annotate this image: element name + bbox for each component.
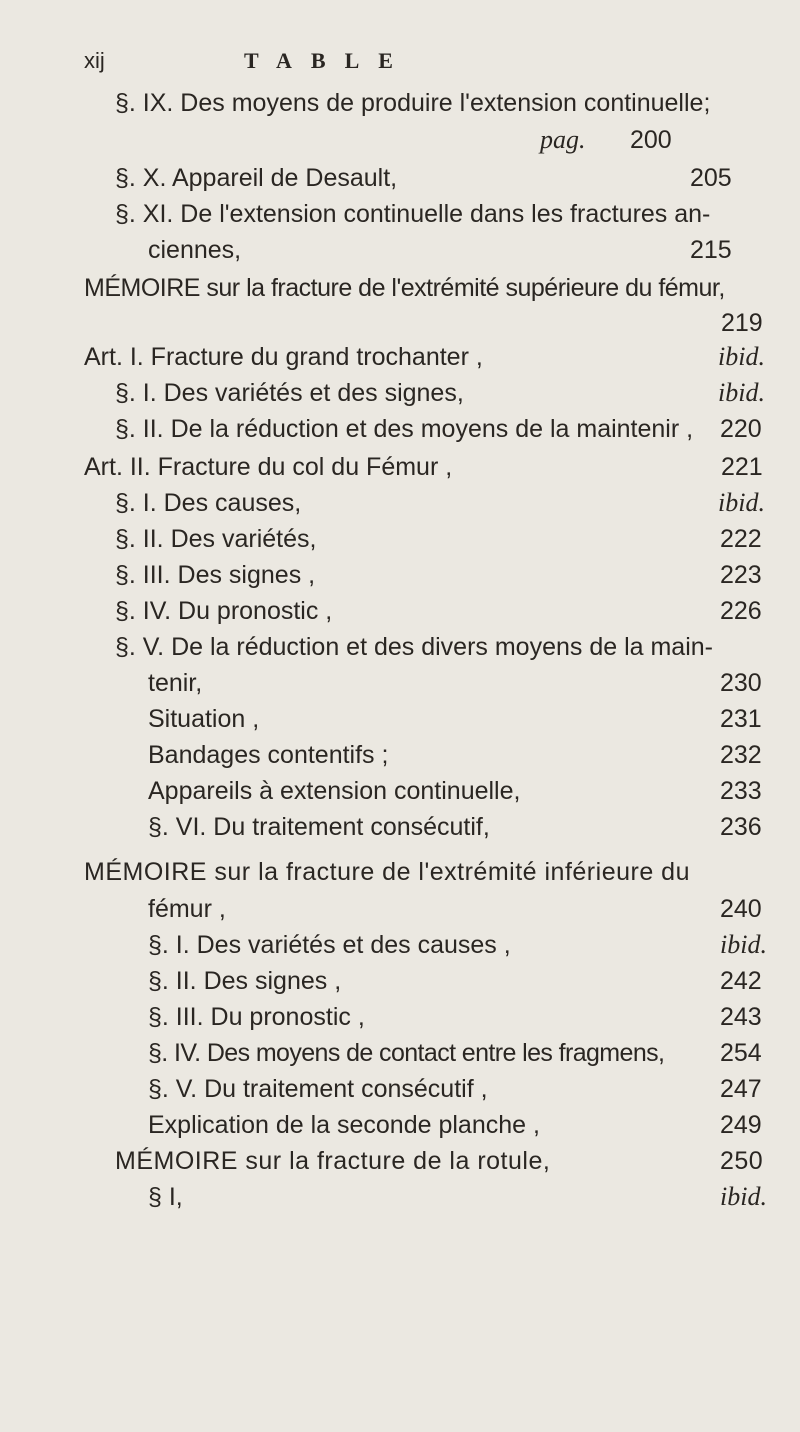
toc-line: § I, ibid. (148, 1182, 767, 1211)
toc-page: 222 (720, 525, 762, 553)
toc-page: 250 (720, 1147, 764, 1175)
toc-page: 232 (720, 741, 762, 769)
toc-page: 254 (720, 1039, 762, 1067)
toc-line: §. II. Des signes , 242 (148, 967, 762, 995)
toc-page: 247 (720, 1075, 762, 1103)
toc-page: 242 (720, 967, 762, 995)
toc-line: §. I. Des variétés et des signes, ibid. (115, 378, 765, 407)
toc-page: ibid. (718, 378, 765, 407)
toc-line: §. VI. Du traitement consécutif, 236 (148, 813, 762, 841)
toc-page: ibid. (718, 488, 765, 517)
toc-line: MÉMOIRE sur la fracture de l'extrémité supérieure du fémur, (84, 274, 725, 302)
page-number: xij (84, 48, 105, 73)
toc-line: Explication de la seconde planche , 249 (148, 1111, 762, 1139)
toc-page: 205 (690, 164, 732, 192)
toc-line: §. V. Du traitement consécutif , 247 (148, 1075, 762, 1103)
toc-line: tenir, 230 (148, 669, 762, 697)
toc-line: Art. I. Fracture du grand trochanter , ibid. (84, 342, 765, 371)
toc-page: 226 (720, 597, 762, 625)
toc-line: §. II. De la réduction et des moyens de la maintenir , 220 (115, 415, 762, 443)
toc-line: §. X. Appareil de Desault, 205 (115, 164, 732, 192)
toc-page: 230 (720, 669, 762, 697)
toc-page: ibid. (720, 1182, 767, 1211)
toc-page: 233 (720, 777, 762, 805)
toc-line: §. I. Des causes, ibid. (115, 488, 765, 517)
toc-line: pag. 200 (540, 125, 672, 154)
toc-line: §. II. Des variétés, 222 (115, 525, 762, 553)
toc-line: Situation , 231 (148, 705, 762, 733)
toc-page: 243 (720, 1003, 762, 1031)
toc-page: ibid. (718, 342, 765, 371)
toc-line: ciennes, 215 (148, 236, 732, 264)
toc-line: §. IV. Des moyens de contact entre les fragmens, 254 (148, 1039, 762, 1067)
toc-page: 221 (721, 453, 763, 481)
toc-page: ibid. (720, 930, 767, 959)
running-header (84, 48, 412, 74)
toc-page: 223 (720, 561, 762, 589)
toc-page: 219 (721, 309, 763, 337)
toc-line: MÉMOIRE sur la fracture de l'extrémité inférieure du (84, 858, 690, 886)
toc-line: Art. II. Fracture du col du Fémur , 221 (84, 453, 763, 481)
toc-page: 236 (720, 813, 762, 841)
toc-line: MÉMOIRE sur la fracture de la rotule, 250 (115, 1147, 764, 1175)
toc-line: fémur , 240 (148, 895, 762, 923)
toc-line: Bandages contentifs ; 232 (148, 741, 762, 769)
toc-line: §. III. Du pronostic , 243 (148, 1003, 762, 1031)
toc-line: §. V. De la réduction et des divers moyens de la main- (115, 633, 713, 661)
toc-page: 231 (720, 705, 762, 733)
toc-page: 215 (690, 236, 732, 264)
toc-line: §. XI. De l'extension continuelle dans les fractures an- (115, 200, 711, 228)
toc-line: §. IX. Des moyens de produire l'extension continuelle; (115, 89, 711, 117)
toc-page: 249 (720, 1111, 762, 1139)
page-title: TABLE (244, 48, 412, 73)
toc-line: §. III. Des signes , 223 (115, 561, 762, 589)
toc-page: 220 (720, 415, 762, 443)
toc-line: §. IV. Du pronostic , 226 (115, 597, 762, 625)
toc-line: Appareils à extension continuelle, 233 (148, 777, 762, 805)
toc-line: §. I. Des variétés et des causes , ibid. (148, 930, 767, 959)
toc-page: 200 (630, 126, 672, 154)
toc-page: 240 (720, 895, 762, 923)
